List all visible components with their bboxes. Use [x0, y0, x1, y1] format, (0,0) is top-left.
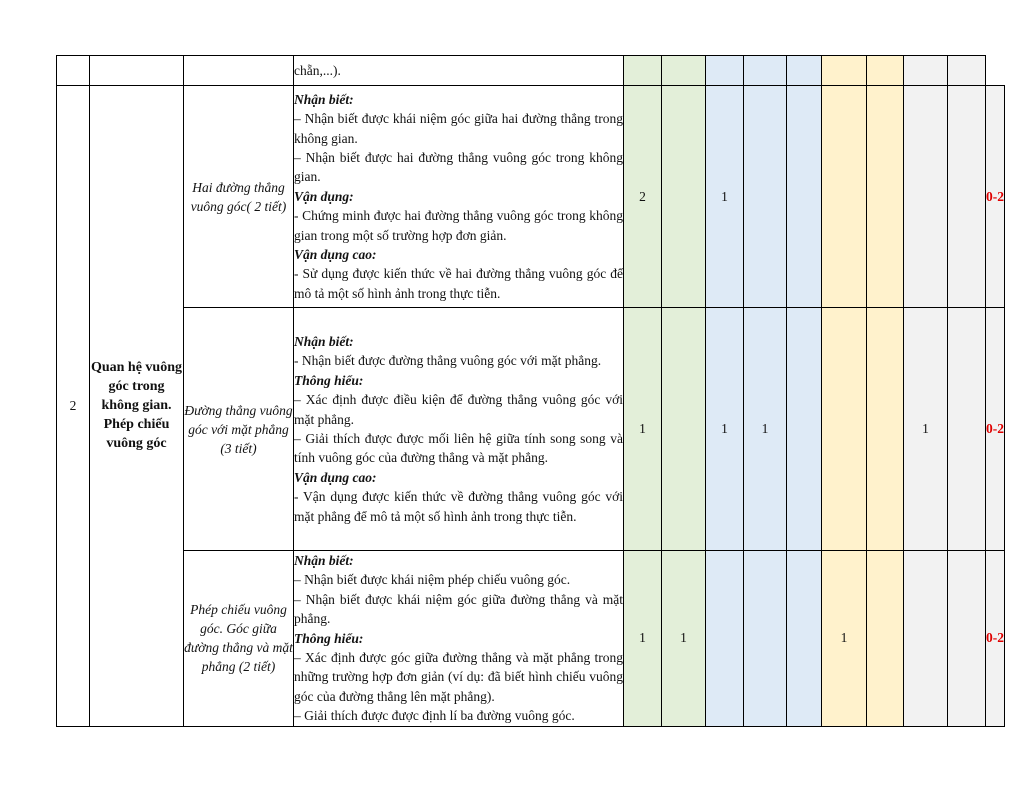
count-cell: 2: [624, 86, 662, 308]
count-cell: [948, 86, 986, 308]
count-cell: 1: [662, 551, 706, 727]
description-line: – Giải thích được được mối liên hệ giữa tính song song và tính vuông góc của đường thẳng và mặt phẳng.: [294, 431, 623, 466]
topic-cell: [90, 56, 184, 86]
count-cell: [867, 551, 904, 727]
count-cell: [904, 56, 948, 86]
description-cell: [294, 86, 624, 308]
description-cell: [294, 551, 624, 727]
description-line: – Nhận biết được khái niệm góc giữa đường thẳng và mặt phẳng.: [294, 591, 623, 627]
topic-cell: Quan hệ vuông góc trong không gian. Phép chiếu vuông góc: [90, 86, 184, 727]
level-heading: Nhận biết:: [294, 91, 354, 107]
count-cell: [662, 56, 706, 86]
count-cell: [948, 56, 986, 86]
count-cell: [787, 308, 822, 551]
description-line: - Sử dụng được kiến thức về hai đường thẳng vuông góc để mô tả một số hình ảnh trong thực tiễn.: [294, 266, 623, 301]
unit-cell: [184, 56, 294, 86]
count-cell: [948, 551, 986, 727]
count-cell: [744, 56, 787, 86]
count-cell: [822, 308, 867, 551]
level-heading: Nhận biết:: [294, 333, 354, 349]
table-row: [57, 308, 1005, 551]
count-cell: [706, 551, 744, 727]
description-line: - Chứng minh được hai đường thẳng vuông góc trong không gian trong một số trường hợp đơn giản.: [294, 208, 623, 243]
count-cell: [744, 551, 787, 727]
count-cell: [904, 86, 948, 308]
count-cell: [662, 86, 706, 308]
count-cell: [904, 551, 948, 727]
level-heading: Vận dụng:: [294, 188, 354, 204]
count-cell: [624, 56, 662, 86]
stt-cell: [57, 56, 90, 86]
matrix-table: [56, 55, 1005, 727]
stt-cell: 2: [57, 86, 90, 727]
table-row: [57, 56, 1005, 86]
total-cell: 0-2: [986, 551, 1005, 727]
count-cell: [662, 308, 706, 551]
description-line: – Xác định được điều kiện để đường thẳng vuông góc với mặt phẳng.: [294, 392, 623, 427]
count-cell: 1: [706, 308, 744, 551]
description-cell: [294, 308, 624, 551]
count-cell: 1: [624, 308, 662, 551]
count-cell: [867, 86, 904, 308]
count-cell: 1: [904, 308, 948, 551]
description-line: – Nhận biết được khái niệm góc giữa hai đường thẳng trong không gian.: [294, 111, 623, 146]
count-cell: 1: [822, 551, 867, 727]
unit-cell: Đường thẳng vuông góc với mặt phẳng (3 tiết): [184, 308, 294, 551]
count-cell: [822, 56, 867, 86]
count-cell: [787, 86, 822, 308]
count-cell: [948, 308, 986, 551]
count-cell: [867, 56, 904, 86]
count-cell: 1: [706, 86, 744, 308]
unit-cell: Hai đường thẳng vuông góc( 2 tiết): [184, 86, 294, 308]
unit-cell: Phép chiếu vuông góc. Góc giữa đường thẳng và mặt phẳng (2 tiết): [184, 551, 294, 727]
description-line: – Giải thích được được định lí ba đường vuông góc.: [294, 708, 575, 724]
total-cell: 0-2: [986, 86, 1005, 308]
description-line: – Nhận biết được khái niệm phép chiếu vuông góc.: [294, 572, 571, 588]
count-cell: [706, 56, 744, 86]
description-line: - Vận dụng được kiến thức về đường thẳng vuông góc với mặt phẳng để mô tả một số hình ảnh trong thực tiễn.: [294, 489, 623, 524]
count-cell: [744, 86, 787, 308]
count-cell: 1: [624, 551, 662, 727]
description-line: – Xác định được góc giữa đường thẳng và mặt phẳng trong những trường hợp đơn giản (ví dụ: đã biết hình chiếu vuông góc của đường thẳng lên mặt phẳng).: [294, 650, 623, 704]
description-line: - Nhận biết được đường thẳng vuông góc với mặt phẳng.: [294, 353, 602, 369]
count-cell: [787, 551, 822, 727]
level-heading: Thông hiểu:: [294, 372, 364, 388]
count-cell: [867, 308, 904, 551]
count-cell: 1: [744, 308, 787, 551]
description-cell: chẵn,...).: [294, 56, 624, 86]
description-line: – Nhận biết được hai đường thẳng vuông góc trong không gian.: [294, 149, 623, 185]
level-heading: Vận dụng cao:: [294, 469, 377, 485]
table-row: [57, 86, 1005, 308]
count-cell: [822, 86, 867, 308]
level-heading: Nhận biết:: [294, 553, 354, 568]
table-row: [57, 551, 1005, 727]
count-cell: [787, 56, 822, 86]
total-cell: 0-2: [986, 308, 1005, 551]
level-heading: Vận dụng cao:: [294, 247, 377, 263]
level-heading: Thông hiểu:: [294, 630, 364, 646]
